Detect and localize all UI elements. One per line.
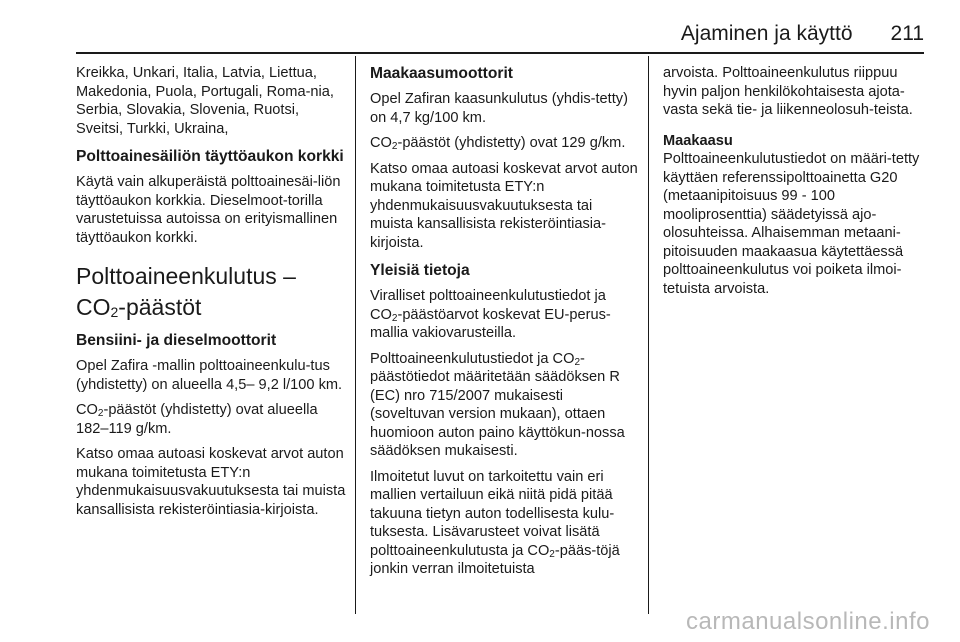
column-2 xyxy=(370,64,638,586)
continuation-text: arvoista. Polttoaineenkulutus riippuu hyvin paljon henkilökohtaisesta ajota-vasta sekä tie- ja liikenneolosuh-teista. xyxy=(663,65,913,118)
heading-consumption-co2: Polttoaineenkulutus – $CO_2$-päästöt xyxy=(76,263,296,320)
regulation-text: Polttoaineenkulutustiedot ja $CO_2$-päästötiedot määritetään säädöksen R (EC) nro 715/2007 mukaisesti (soveltuvan version mukaan), ottaen huomioon auton paino käyttökun-nossa säädöksen mukaisesti. xyxy=(370,350,625,459)
fuel-cap-text: Käytä vain alkuperäistä polttoainesäi-liön täyttöaukon korkkia. Dieselmoot-torilla varustetuissa autoissa on erityismallinen täyttöaukon korkki. xyxy=(76,174,341,246)
page-header xyxy=(360,22,924,46)
column-1 xyxy=(76,64,346,526)
watermark: carmanualsonline.info xyxy=(686,608,930,635)
official-text: Viralliset polttoaineenkulutustiedot ja $CO_2$-päästöarvot koskevat EU-perus-mallia vakiovarusteilla. xyxy=(370,288,611,341)
column-divider-2 xyxy=(648,56,649,614)
consumption-text: Opel Zafira -mallin polttoaineenkulu-tus (yhdistetty) on alueella 4,5– 9,2 l/100 km. xyxy=(76,358,343,393)
comparison-text: Ilmoitetut luvut on tarkoitettu vain eri mallien vertailuun eikä niitä pidä pitää takuuna tietyn auton todellisesta kulu-tuksesta. Lisävarusteet voivat lisätä polttoaineenkulutusta ja $CO_2-pääs$-töjä jonkin verran ilmoitetuista xyxy=(370,468,620,577)
heading-fuel-cap: Polttoainesäiliön täyttöaukon korkki xyxy=(76,148,344,165)
gas-consumption-text: Opel Zafiran kaasunkulutus (yhdis-tetty) on 4,7 kg/100 km. xyxy=(370,91,628,126)
natural-gas-text: Polttoaineenkulutustiedot on määri-tetty käyttäen referenssipolttoainetta G20 (metaanipitoisuus 99 - 100 mooliprosenttia) säädetyissä ajo-olosuhteissa. Alhaisemman metaani-pitoisuuden maakaasua käytettäessä polttoaineenkulutus voi poiketa ilmoi-tetuista arvoista. xyxy=(663,151,920,297)
column-3 xyxy=(663,64,931,305)
heading-general-info: Yleisiä tietoja xyxy=(370,262,470,279)
header-divider xyxy=(76,52,924,54)
heading-gas-engines: Maakaasumoottorit xyxy=(370,65,513,82)
gas-co2-text: $CO_2$-päästöt (yhdistetty) ovat 129 g/km. xyxy=(370,135,626,152)
heading-petrol-diesel: Bensiini- ja dieselmoottorit xyxy=(76,332,277,349)
heading-natural-gas: Maakaasu xyxy=(663,132,733,149)
section-title: Ajaminen ja käyttö xyxy=(680,22,853,45)
co2-text: $CO_2$-päästöt (yhdistetty) ovat alueella 182–119 g/km. xyxy=(76,402,318,437)
refer-text: Katso omaa autoasi koskevat arvot auton mukana toimitetusta ETY:n yhdenmukaisuusvakuutuksesta tai muista kansallisista rekisteröintiasia-kirjoista. xyxy=(76,446,346,518)
country-list: Kreikka, Unkari, Italia, Latvia, Liettua, Makedonia, Puola, Portugali, Roma-nia, Serbia, Slovakia, Slovenia, Ruotsi, Sveitsi, Turkki, Ukraina, xyxy=(76,65,334,137)
gas-refer-text: Katso omaa autoasi koskevat arvot auton mukana toimitetusta ETY:n yhdenmukaisuusvakuutuksesta tai muista kansallisista rekisteröintiasia-kirjoista. xyxy=(370,160,638,251)
page-number: 211 xyxy=(890,22,924,45)
column-divider-1 xyxy=(355,56,356,614)
